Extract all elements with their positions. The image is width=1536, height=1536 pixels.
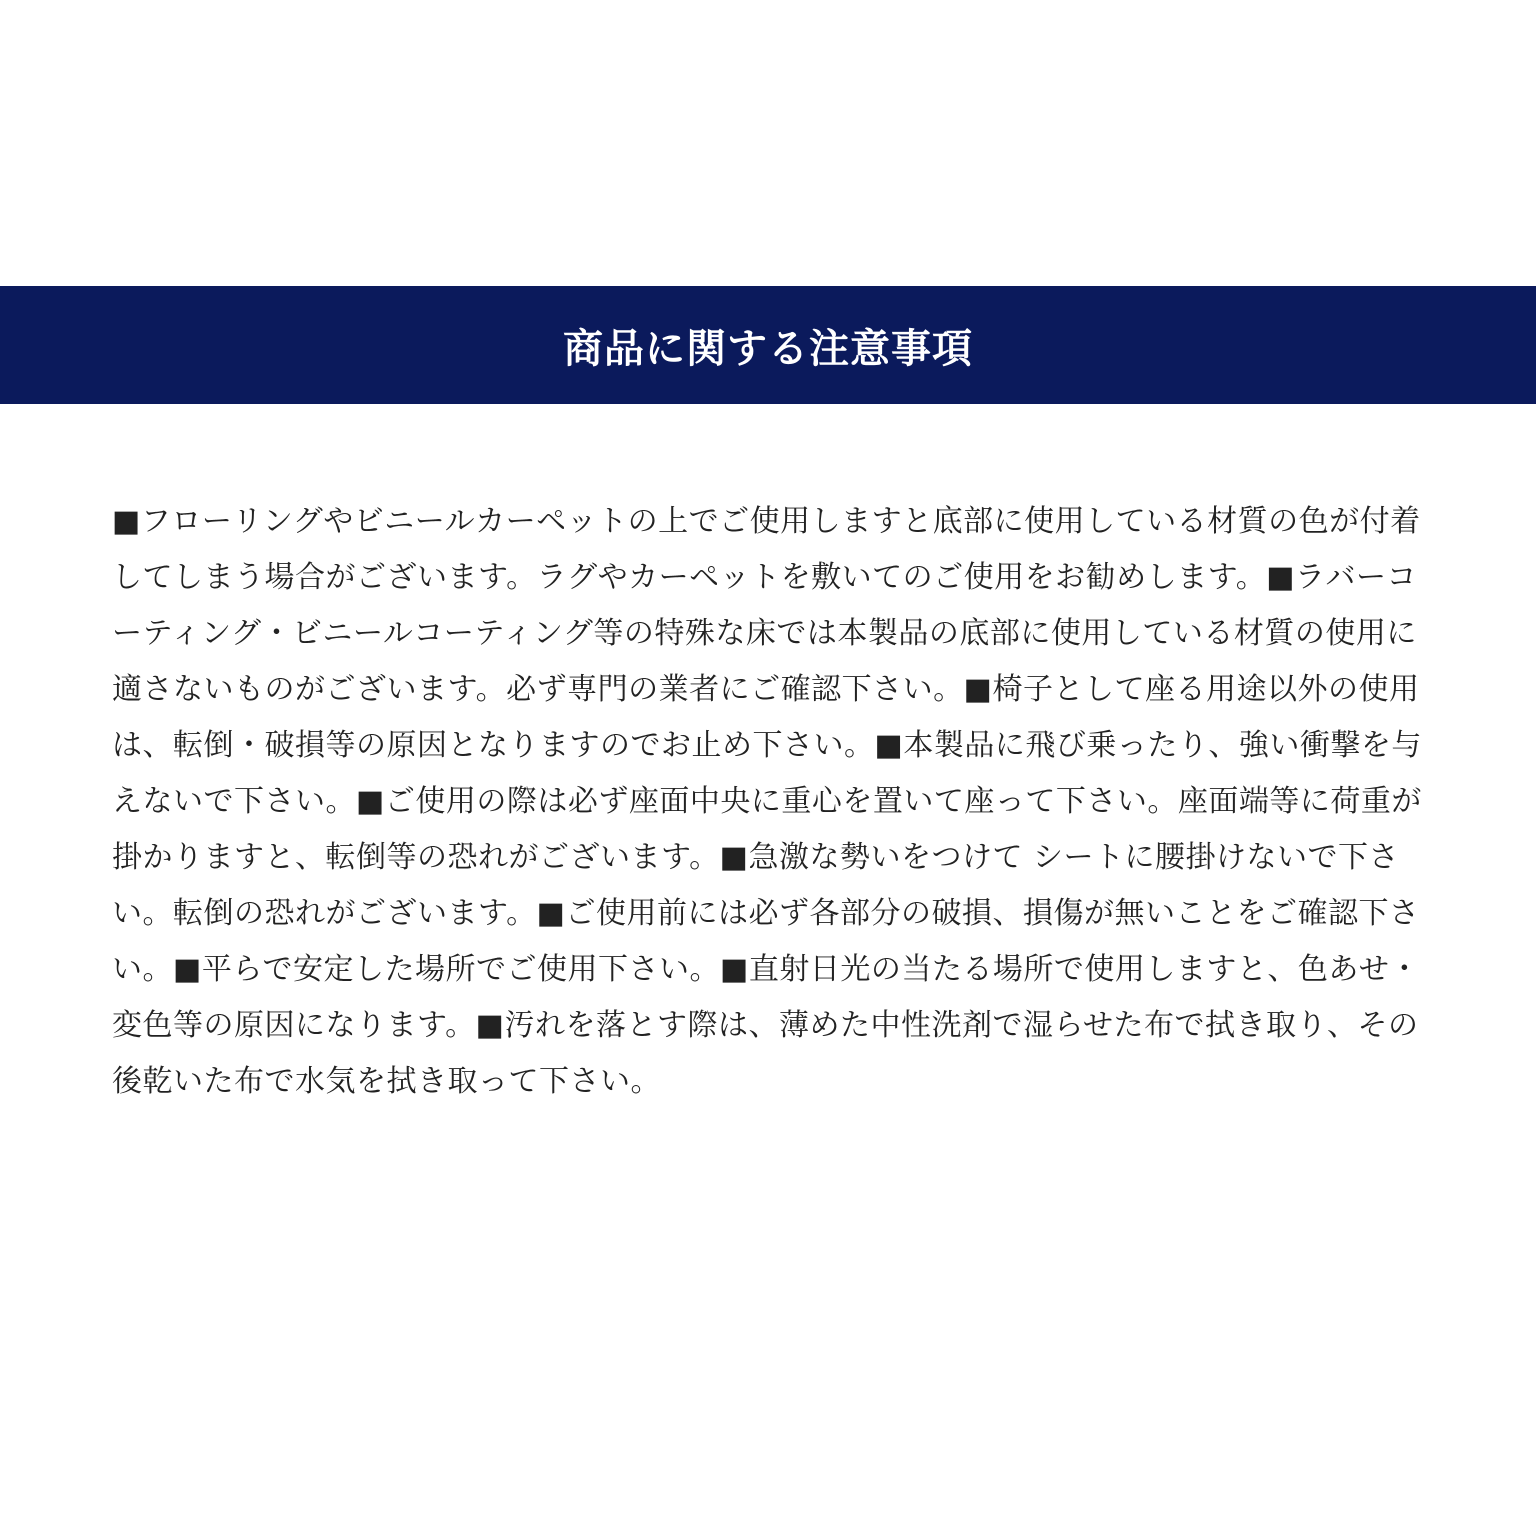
header-band: [0, 286, 1536, 404]
notice-body-text: ■フローリングやビニールカーペットの上でご使用しますと底部に使用している材質の色が付着してしまう場合がございます。ラグやカーペットを敷いてのご使用をお勧めします。■ラバーコーティング・ビニールコーティング等の特殊な床では本製品の底部に使用している材質の使用に適さないものがございます。必ず専門の業者にご確認下さい。■椅子として座る用途以外の使用は、転倒・破損等の原因となりますのでお止め下さい。■本製品に飛び乗ったり、強い衝撃を与えないで下さい。■ご使用の際は必ず座面中央に重心を置いて座って下さい。座面端等に荷重が掛かりますと、転倒等の恐れがございます。■急激な勢いをつけて シートに腰掛けないで下さい。転倒の恐れがございます。■ご使用前には必ず各部分の破損、損傷が無いことをご確認下さい。■平らで安定した場所でご使用下さい。■直射日光の当たる場所で使用しますと、色あせ・変色等の原因になります。■汚れを落とす際は、薄めた中性洗剤で湿らせた布で拭き取り、その後乾いた布で水気を拭き取って下さい。: [112, 504, 1422, 1099]
page-title: 商品に関する注意事項: [563, 325, 973, 372]
